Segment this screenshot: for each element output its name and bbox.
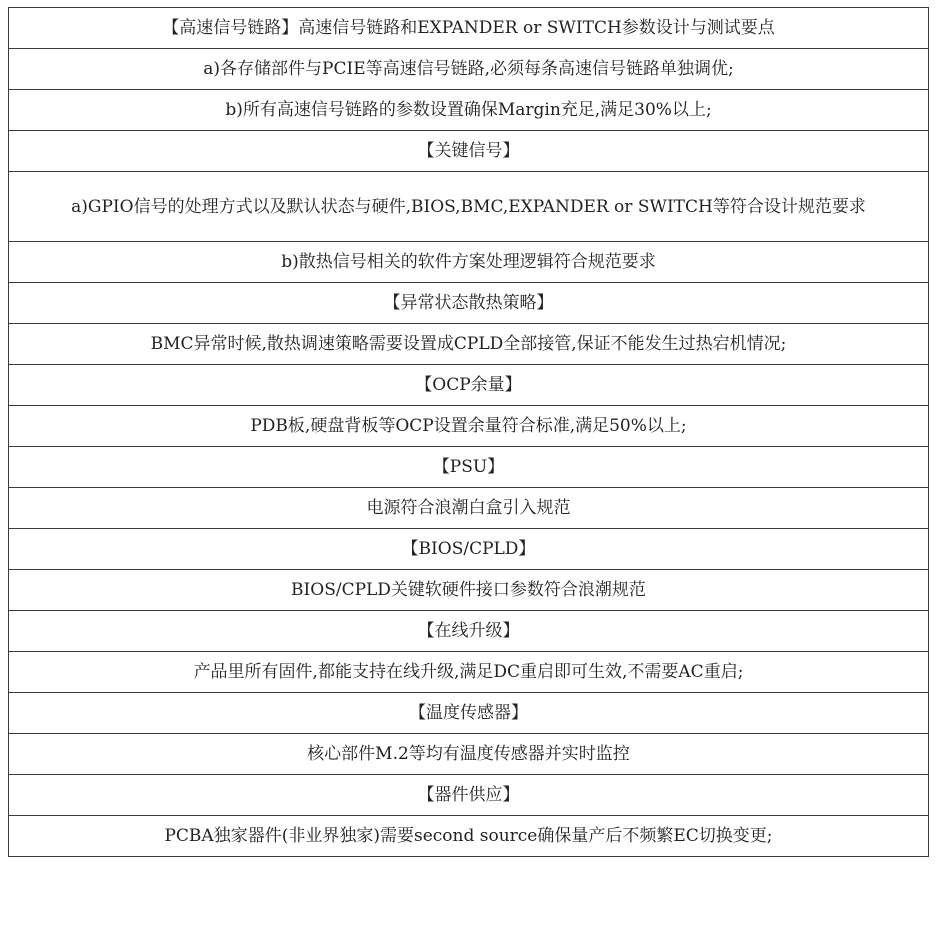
table-cell: 产品里所有固件,都能支持在线升级,满足DC重启即可生效,不需要AC重启; bbox=[9, 652, 929, 693]
table-row bbox=[9, 283, 929, 324]
table-row bbox=[9, 488, 929, 529]
table-row bbox=[9, 8, 929, 49]
table-row bbox=[9, 172, 929, 242]
table-row bbox=[9, 734, 929, 775]
table-cell: a)GPIO信号的处理方式以及默认状态与硬件,BIOS,BMC,EXPANDER or SWITCH等符合设计规范要求 bbox=[9, 172, 929, 242]
section-heading-key-signals: 【关键信号】 bbox=[9, 131, 929, 172]
requirements-table bbox=[8, 7, 929, 857]
table-row bbox=[9, 693, 929, 734]
table-row bbox=[9, 652, 929, 693]
table-cell: b)所有高速信号链路的参数设置确保Margin充足,满足30%以上; bbox=[9, 90, 929, 131]
table-cell: PDB板,硬盘背板等OCP设置余量符合标准,满足50%以上; bbox=[9, 406, 929, 447]
table-row bbox=[9, 131, 929, 172]
section-heading-component-supply: 【器件供应】 bbox=[9, 775, 929, 816]
table-cell: PCBA独家器件(非业界独家)需要second source确保量产后不频繁EC切换变更; bbox=[9, 816, 929, 857]
table-row bbox=[9, 49, 929, 90]
table-row bbox=[9, 611, 929, 652]
table-row bbox=[9, 324, 929, 365]
table-cell: a)各存储部件与PCIE等高速信号链路,必须每条高速信号链路单独调优; bbox=[9, 49, 929, 90]
table-row bbox=[9, 775, 929, 816]
section-heading-psu: 【PSU】 bbox=[9, 447, 929, 488]
table-row bbox=[9, 242, 929, 283]
table-row bbox=[9, 816, 929, 857]
section-heading-ocp-margin: 【OCP余量】 bbox=[9, 365, 929, 406]
section-heading-temperature-sensors: 【温度传感器】 bbox=[9, 693, 929, 734]
table-row bbox=[9, 365, 929, 406]
table-row bbox=[9, 90, 929, 131]
table-cell: BIOS/CPLD关键软硬件接口参数符合浪潮规范 bbox=[9, 570, 929, 611]
section-heading-bios-cpld: 【BIOS/CPLD】 bbox=[9, 529, 929, 570]
table-row bbox=[9, 570, 929, 611]
table-cell: b)散热信号相关的软件方案处理逻辑符合规范要求 bbox=[9, 242, 929, 283]
table-cell: BMC异常时候,散热调速策略需要设置成CPLD全部接管,保证不能发生过热宕机情况; bbox=[9, 324, 929, 365]
table-cell: 电源符合浪潮白盒引入规范 bbox=[9, 488, 929, 529]
section-heading-high-speed-links: 【高速信号链路】高速信号链路和EXPANDER or SWITCH参数设计与测试要点 bbox=[9, 8, 929, 49]
table-row bbox=[9, 529, 929, 570]
section-heading-online-upgrade: 【在线升级】 bbox=[9, 611, 929, 652]
table-cell: 核心部件M.2等均有温度传感器并实时监控 bbox=[9, 734, 929, 775]
table-row bbox=[9, 447, 929, 488]
section-heading-thermal-strategy: 【异常状态散热策略】 bbox=[9, 283, 929, 324]
table-row bbox=[9, 406, 929, 447]
